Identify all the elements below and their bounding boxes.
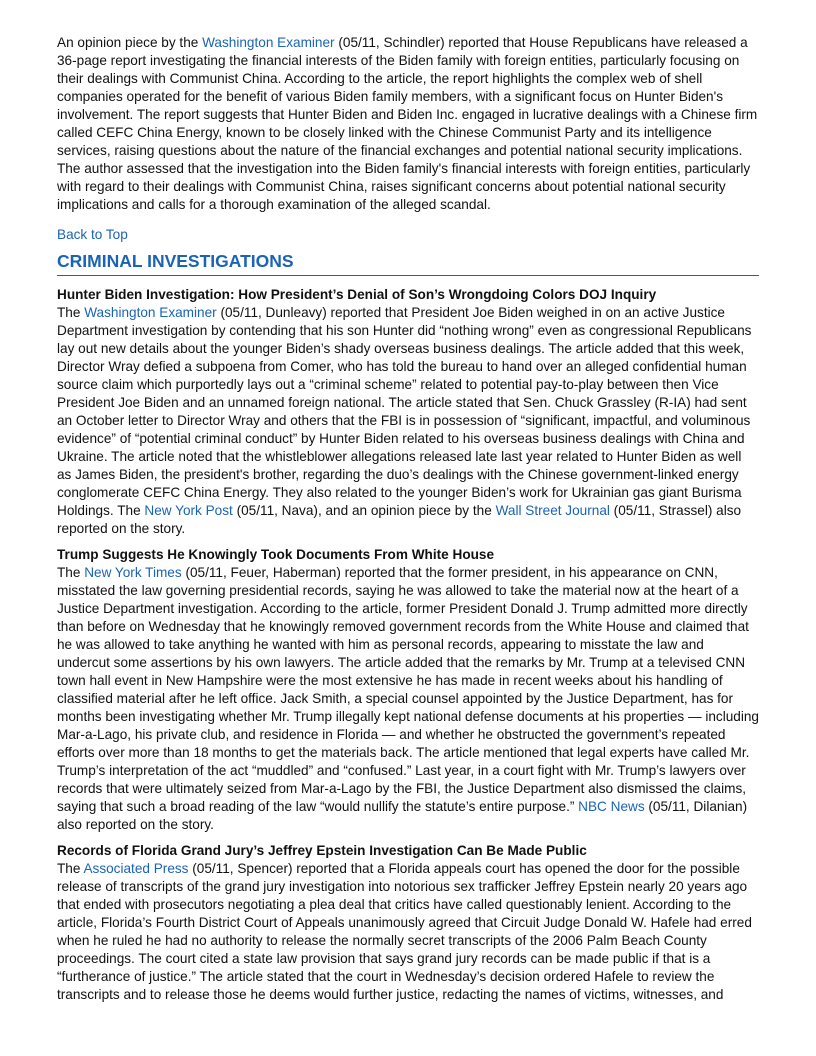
wall-street-journal-link[interactable]: Wall Street Journal — [495, 503, 610, 518]
article-trump-documents — [57, 546, 759, 834]
text-run: (05/11, Spencer) reported that a Florida appeals court has opened the door for the possible release of transcripts of the grand jury investigation into notorious sex trafficker Jeffrey Epstein nearly 20 years ago that ended with prosecutors negotiating a plea deal that critics have called questionably lenient. According to the article, Florida’s Fourth District Court of Appeals unanimously agreed that Circuit Judge Donald W. Hafele had erred when he ruled he had no authority to release the normally secret transcripts of the 2006 Palm Beach County proceedings. The court cited a state law provision that says grand jury records can be made public if that is a “furtherance of justice.” The article stated that the court in Wednesday’s decision ordered Hafele to review the transcripts and to release those he deems would further justice, redacting the names of victims, witnesses, and — [57, 861, 752, 1002]
article-body — [57, 564, 759, 834]
text-run: The — [57, 565, 85, 580]
document-page — [57, 34, 759, 1012]
back-to-top-link[interactable]: Back to Top — [57, 227, 128, 242]
associated-press-link[interactable]: Associated Press — [83, 861, 189, 876]
article-title: Trump Suggests He Knowingly Took Documents From White House — [57, 547, 495, 562]
nbc-news-link[interactable]: NBC News — [578, 799, 645, 814]
new-york-times-link[interactable]: New York Times — [84, 565, 182, 580]
section-heading-criminal-investigations: CRIMINAL INVESTIGATIONS — [57, 250, 759, 276]
article-title: Hunter Biden Investigation: How President’s Denial of Son’s Wrongdoing Colors DOJ Inquiry — [57, 287, 657, 302]
text-run: (05/11, Schindler) reported that House Republicans have released a 36-page report investigating the financial interests of the Biden family with foreign entities, particularly focusing on their dealings with Communist China. According to the article, the report highlights the complex web of shell companies operated for the benefit of various Biden family members, with a significant focus on Hunter Biden's involvement. The report suggests that Hunter Biden and Biden Inc. engaged in lucrative dealings with a Chinese firm called CEFC China Energy, known to be closely linked with the Chinese Communist Party and its intelligence services, raising questions about the nature of the financial exchanges and potential national security implications. The author assessed that the investigation into the Biden family's financial interests with foreign entities, particularly with regard to their dealings with Communist China, raises significant concerns about potential national security implications and calls for a thorough examination of the alleged scandal. — [57, 35, 758, 212]
intro-paragraph — [57, 34, 759, 214]
text-run: (05/11, Dunleavy) reported that President Joe Biden weighed in on an active Justice Department investigation by contending that his son Hunter did “nothing wrong” even as congressional Republicans lay out new details about the younger Biden’s shady overseas business dealings. The article added that this week, Director Wray defied a subpoena from Comer, who has told the bureau to hand over an alleged confidential human source claim which purportedly lays out a “criminal scheme” related to potential pay-to-play between then Vice President Joe Biden and an unnamed foreign national. The article stated that Sen. Chuck Grassley (R-IA) had sent an October letter to Director Wray and others that the FBI is in possession of “significant, impactful, and voluminous evidence” of “potential criminal conduct” by Hunter Biden related to his overseas business dealings with China and Ukraine. The article noted that the whistleblower allegations released late last year related to Hunter Biden as well as James Biden, the president's brother, regarding the duo’s dealings with the Chinese government-linked energy conglomerate CEFC China Energy. They also related to the younger Biden’s work for Ukrainian gas giant Burisma Holdings. The — [57, 305, 752, 518]
article-body — [57, 860, 759, 1004]
text-run: The — [57, 305, 85, 320]
text-run: (05/11, Feuer, Haberman) reported that the former president, in his appearance on CNN, misstated the law governing presidential records, saying he was allowed to take the material now at the heart of a Justice Department investigation. According to the article, former President Donald J. Trump admitted more directly than before on Wednesday that he knowingly removed government records from the White House and claimed that he was allowed to take anything he wanted with him as personal records, appearing to misstate the law and undercut some assertions by his own lawyers. The article added that the remarks by Mr. Trump at a televised CNN town hall event in New Hampshire were the most extensive he has made in recent weeks about his handling of classified material after he left office. Jack Smith, a special counsel appointed by the Justice Department, has for months been investigating whether Mr. Trump illegally kept national defense documents at his properties — including Mar-a-Lago, his private club, and residence in Florida — and whether he obstructed the government’s repeated efforts over more than 18 months to get the materials back. The article mentioned that legal experts have called Mr. Trump’s interpretation of the act “muddled” and “confused.” Last year, in a court fight with Mr. Trump’s lawyers over records that were ultimately seized from Mar-a-Lago by the FBI, the Justice Department also dismissed the claims, saying that such a broad reading of the law “would nullify the statute’s entire purpose.” — [57, 565, 759, 814]
text-run: The — [57, 861, 84, 876]
text-run: An opinion piece by the — [57, 35, 203, 50]
text-run: (05/11, Strassel) also reported on the story. — [57, 503, 742, 536]
washington-examiner-link[interactable]: Washington Examiner — [202, 35, 335, 50]
new-york-post-link[interactable]: New York Post — [144, 503, 233, 518]
article-title: Records of Florida Grand Jury’s Jeffrey Epstein Investigation Can Be Made Public — [57, 843, 587, 858]
text-run: (05/11, Nava), and an opinion piece by the — [232, 503, 496, 518]
article-body — [57, 304, 759, 538]
article-hunter-biden — [57, 286, 759, 538]
article-epstein-grand-jury — [57, 842, 759, 1004]
text-run: (05/11, Dilanian) also reported on the story. — [57, 799, 748, 832]
washington-examiner-link[interactable]: Washington Examiner — [84, 305, 217, 320]
